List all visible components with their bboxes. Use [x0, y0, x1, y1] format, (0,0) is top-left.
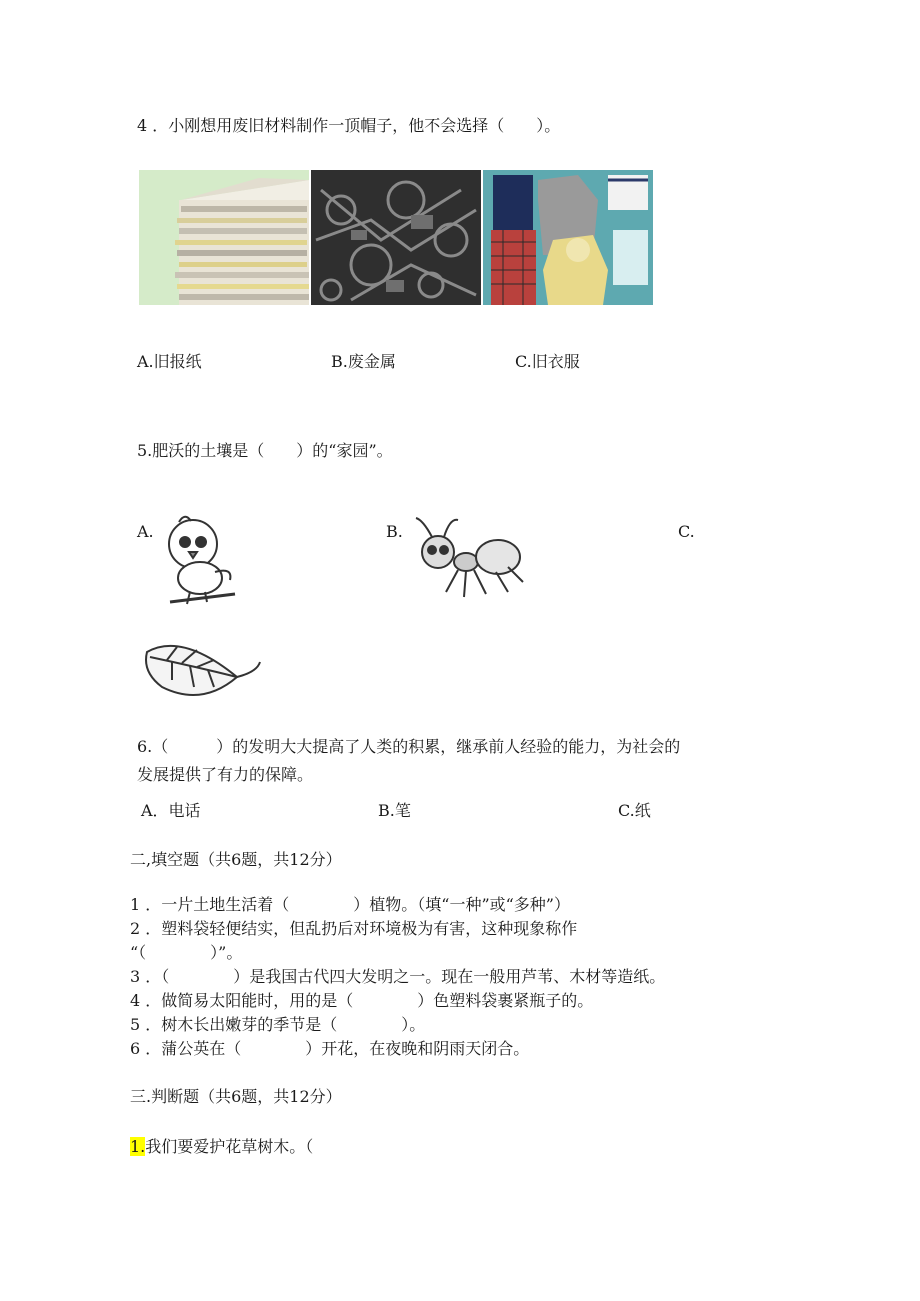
q6-option-b: B.笔: [378, 801, 411, 820]
scrap-metal-photo: [311, 170, 481, 305]
q6-stem-line1: 6.（ ）的发明大大提高了人类的积累，继承前人经验的能力，为社会的: [137, 737, 681, 756]
q6-option-a: A．电话: [141, 801, 201, 820]
fill-item-2-cont: “（ ）”。: [130, 943, 243, 962]
fill-item-3: 3 ．（ ）是我国古代四大发明之一。现在一般用芦苇、木材等造纸。: [130, 967, 666, 986]
q4-option-c: C.旧衣服: [515, 352, 580, 371]
bird-drawing: [155, 512, 240, 612]
q6-stem-line2: 发展提供了有力的保障。: [137, 765, 314, 784]
fill-item-6: 6 ．蒲公英在（ ）开花，在夜晚和阴雨天闭合。: [130, 1039, 530, 1058]
old-clothes-photo: [483, 170, 653, 305]
q5-option-b-label: B.: [386, 522, 403, 541]
q5-option-c-label: C.: [678, 522, 695, 541]
q5-stem: 5.肥沃的土壤是（ ）的“家园”。: [137, 441, 393, 460]
fill-item-1: 1 ．一片土地生活着（ ）植物。（填“一种”或“多种”）: [130, 895, 570, 914]
q4-stem: 4 ．小刚想用废旧材料制作一顶帽子，他不会选择（ ）。: [137, 116, 561, 135]
newspaper-stack-photo: [139, 170, 309, 305]
fill-item-5: 5 ．树木长出嫩芽的季节是（ ）。: [130, 1015, 426, 1034]
judge-item-1: [130, 1137, 313, 1157]
fill-item-2: 2 ．塑料袋轻便结实，但乱扔后对环境极为有害，这种现象称作: [130, 919, 578, 938]
q4-option-a: A.旧报纸: [137, 352, 202, 371]
judge-item-1-number: 1.: [130, 1137, 146, 1156]
judge-item-1-text: 我们要爱护花草树木。（: [145, 1137, 314, 1156]
q5-option-a-label: A.: [137, 522, 154, 541]
q4-option-b: B.废金属: [331, 352, 396, 371]
fill-item-4: 4 ．做简易太阳能时，用的是（ ）色塑料袋裹紧瓶子的。: [130, 991, 594, 1010]
q6-option-c: C.纸: [618, 801, 651, 820]
section2-title: 二,填空题（共6题，共12分）: [130, 850, 342, 869]
leaf-drawing: [142, 632, 267, 707]
ant-drawing: [408, 512, 528, 607]
section3-title: 三.判断题（共6题，共12分）: [130, 1087, 342, 1106]
